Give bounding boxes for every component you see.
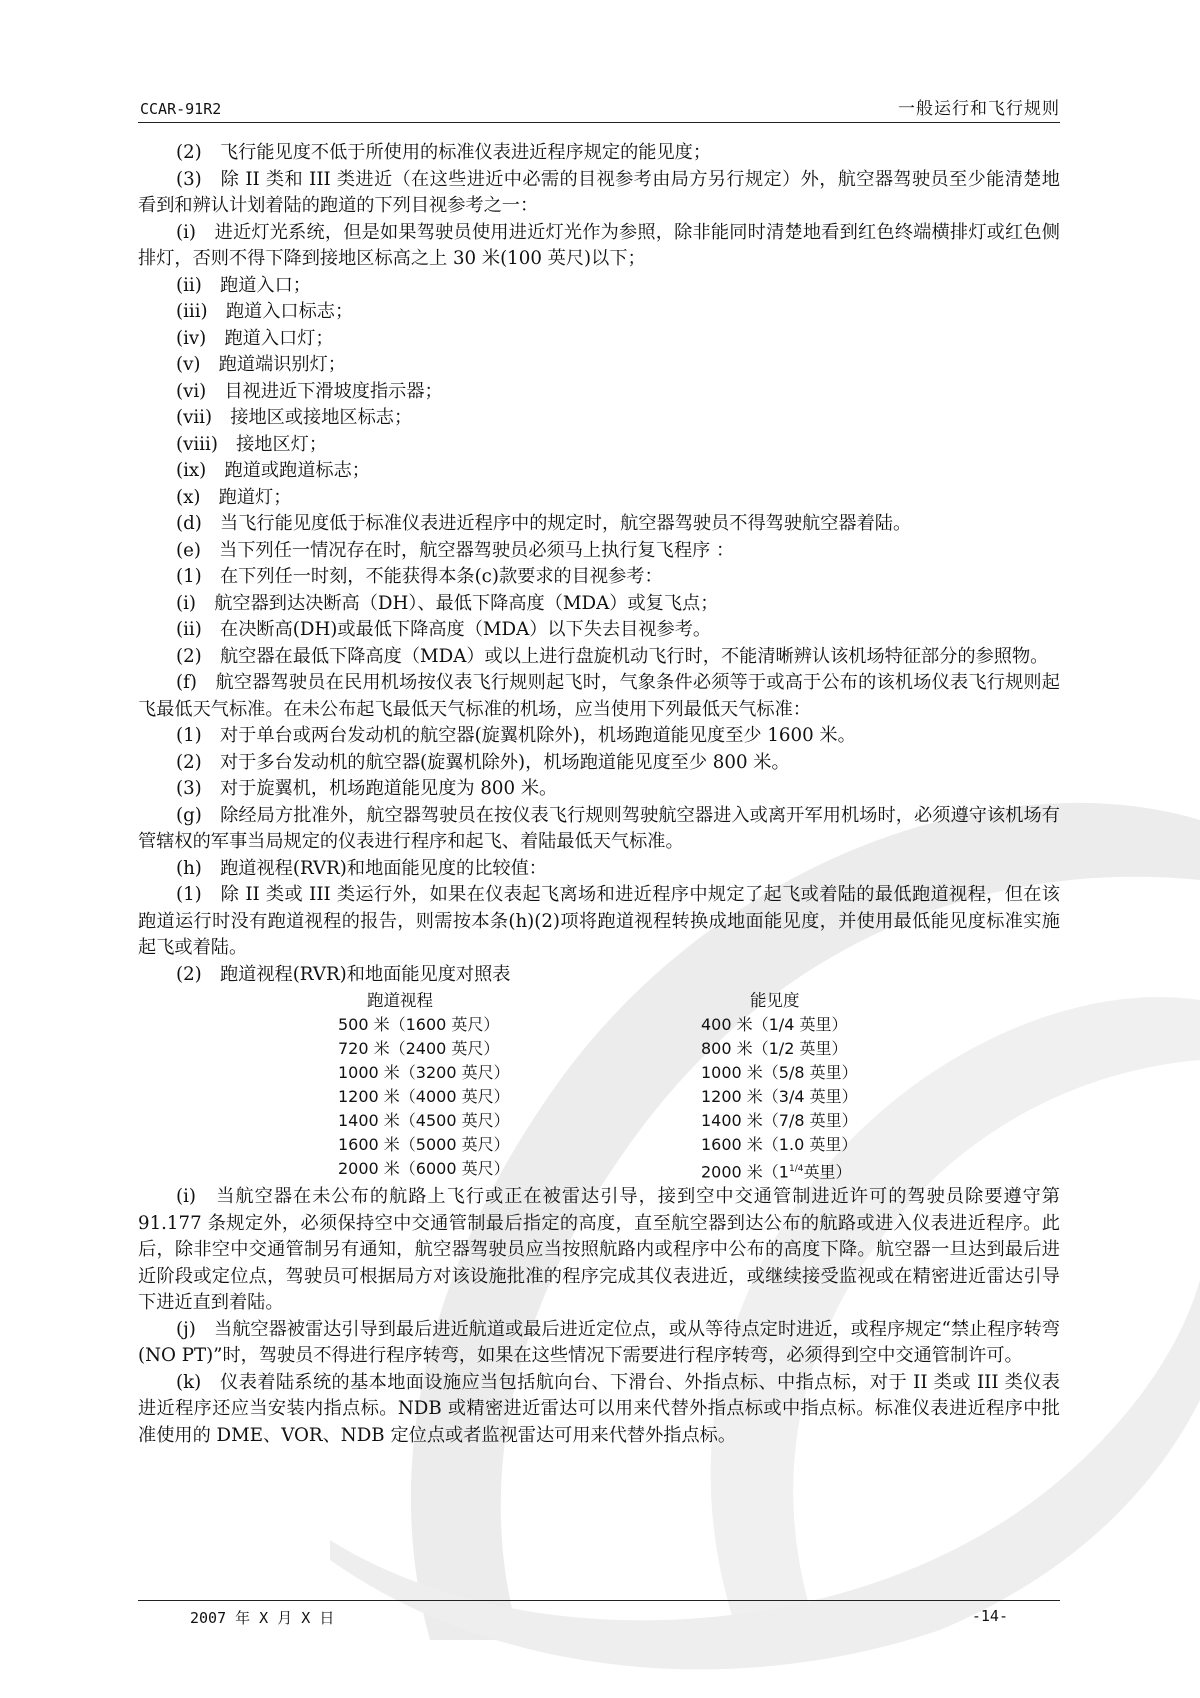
page-header [138, 96, 1060, 123]
list-item: (2) 对于多台发动机的航空器(旋翼机除外)，机场跑道能见度至少 800 米。 [176, 751, 790, 773]
page-footer [138, 1600, 1060, 1627]
paragraph: (2) 航空器在最低下降高度（MDA）或以上进行盘旋机动飞行时，不能清晰辨认该机场特征部分的参照物。 [176, 645, 1049, 667]
paragraph: (i) 进近灯光系统，但是如果驾驶员使用进近灯光作为参照，除非能同时清楚地看到红色终端横排灯或红色侧排灯，否则不得下降到接地区标高之上 30 米(100 英尺)以下； [138, 221, 1060, 269]
table-cell-rvr: 720 米（2400 英尺） [338, 1039, 500, 1058]
table-cell-visibility [701, 1156, 891, 1186]
list-item: (ii) 在决断高(DH)或最低下降高度（MDA）以下失去目视参考。 [176, 619, 712, 640]
table-cell-rvr: 2000 米（6000 英尺） [338, 1159, 510, 1178]
list-item: (x) 跑道灯； [176, 486, 292, 508]
page-number: -14- [971, 1607, 1008, 1625]
table-cell-rvr: 1400 米（4500 英尺） [338, 1111, 510, 1130]
table-header-visibility: 能见度 [750, 991, 800, 1010]
list-item: (1) 对于单台或两台发动机的航空器(旋翼机除外)，机场跑道能见度至少 1600 米。 [176, 725, 856, 746]
paragraph: (1) 除 II 类或 III 类运行外，如果在仪表起飞离场和进近程序中规定了起飞或着陆的最低跑道视程，但在该跑道运行时没有跑道视程的报告，则需按本条(h)(2)项将跑道视程转换成地面能见度，并使用最低能见度标准实施起飞或着陆。 [138, 884, 1060, 958]
table-cell-visibility: 1200 米（3/4 英里） [701, 1087, 858, 1106]
paragraph: (2) 跑道视程(RVR)和地面能见度对照表 [176, 963, 511, 985]
list-item: (ii) 跑道入口； [176, 274, 311, 296]
paragraph: (j) 当航空器被雷达引导到最后进近航道或最后进近定位点，或从等待点定时进近，或程序规定“禁止程序转弯(NO PT)”时，驾驶员不得进行程序转弯，如果在这些情况下需要进行程序转弯，必须得到空中交通管制许可。 [138, 1318, 1060, 1366]
paragraph: (k) 仪表着陆系统的基本地面设施应当包括航向台、下滑台、外指点标、中指点标，对于 II 类或 III 类仪表进近程序还应当安装内指点标。NDB 或精密进近雷达可以用来代替外指点标或中指点标。标准仪表进近程序中批准使用的 DME、VOR、NDB 定位点或者监视雷达可用来代替外指点标。 [138, 1371, 1060, 1446]
table-cell-rvr: 500 米（1600 英尺） [338, 1015, 500, 1034]
table-cell-rvr: 1200 米（4000 英尺） [338, 1087, 510, 1106]
paragraph: (i) 当航空器在未公布的航路上飞行或正在被雷达引导，接到空中交通管制进近许可的驾驶员除要遵守第 91.177 条规定外，必须保持空中交通管制最后指定的高度，直至航空器到达公布的航路或进入仪表进近程序。此后，除非空中交通管制另有通知，航空器驾驶员应当按照航路内或程序中公布的高度下降。航空器一旦达到最后进近阶段或定位点，驾驶员可根据局方对该设施批准的程序完成其仪表进近，或继续接受监视或在精密进近雷达引导下进近直到着陆。 [138, 1186, 1060, 1313]
table-cell-visibility: 800 米（1/2 英里） [701, 1039, 848, 1058]
list-item: (iii) 跑道入口标志； [176, 301, 354, 322]
list-item: (3) 对于旋翼机，机场跑道能见度为 800 米。 [176, 778, 558, 799]
table-cell-visibility: 1600 米（1.0 英里） [701, 1135, 858, 1154]
rvr-visibility-table [138, 988, 1060, 1184]
footer-date: 2007 年 X 月 X 日 [190, 1609, 335, 1627]
list-item: (vi) 目视进近下滑坡度指示器； [176, 380, 443, 402]
list-item: (ix) 跑道或跑道标志； [176, 460, 370, 481]
table-cell-visibility: 1400 米（7/8 英里） [701, 1111, 858, 1130]
paragraph: (1) 在下列任一时刻，不能获得本条(c)款要求的目视参考： [176, 566, 663, 587]
paragraph: (e) 当下列任一情况存在时，航空器驾驶员必须马上执行复飞程序 ： [176, 539, 735, 561]
list-item: (v) 跑道端识别灯； [176, 354, 346, 375]
list-item: (vii) 接地区或接地区标志； [176, 407, 413, 428]
paragraph: (2) 飞行能见度不低于所使用的标准仪表进近程序规定的能见度； [176, 142, 712, 163]
visibility-fraction: 1/4 [789, 1164, 804, 1174]
table-cell-rvr: 1600 米（5000 英尺） [338, 1135, 510, 1154]
paragraph: (d) 当飞行能见度低于标准仪表进近程序中的规定时，航空器驾驶员不得驾驶航空器着陆。 [176, 513, 912, 534]
visibility-prefix: 2000 米（1 [701, 1162, 789, 1182]
paragraph: (f) 航空器驾驶员在民用机场按仪表飞行规则起飞时，气象条件必须等于或高于公布的该机场仪表飞行规则起飞最低天气标准。在未公布起飞最低天气标准的机场，应当使用下列最低天气标准： [138, 672, 1060, 720]
paragraph: (h) 跑道视程(RVR)和地面能见度的比较值： [176, 857, 547, 879]
table-cell-visibility: 1000 米（5/8 英里） [701, 1063, 858, 1082]
document-code: CCAR-91R2 [140, 100, 222, 118]
visibility-suffix: 英里） [803, 1162, 852, 1182]
list-item: (i) 航空器到达决断高（DH）、最低下降高度（MDA）或复飞点； [176, 592, 719, 614]
paragraph: (3) 除 II 类和 III 类进近（在这些进近中必需的目视参考由局方另行规定）外，航空器驾驶员至少能清楚地看到和辨认计划着陆的跑道的下列目视参考之一： [138, 168, 1060, 216]
table-header-rvr: 跑道视程 [367, 991, 433, 1010]
table-cell-rvr: 1000 米（3200 英尺） [338, 1063, 510, 1082]
document-title: 一般运行和飞行规则 [898, 99, 1060, 119]
document-body [138, 140, 1060, 1449]
list-item: (viii) 接地区灯； [176, 433, 328, 455]
paragraph: (g) 除经局方批准外，航空器驾驶员在按仪表飞行规则驾驶航空器进入或离开军用机场时，必须遵守该机场有管辖权的军事当局规定的仪表进行程序和起飞、着陆最低天气标准。 [138, 804, 1060, 852]
table-cell-visibility: 400 米（1/4 英里） [701, 1015, 848, 1034]
list-item: (iv) 跑道入口灯； [176, 327, 334, 349]
